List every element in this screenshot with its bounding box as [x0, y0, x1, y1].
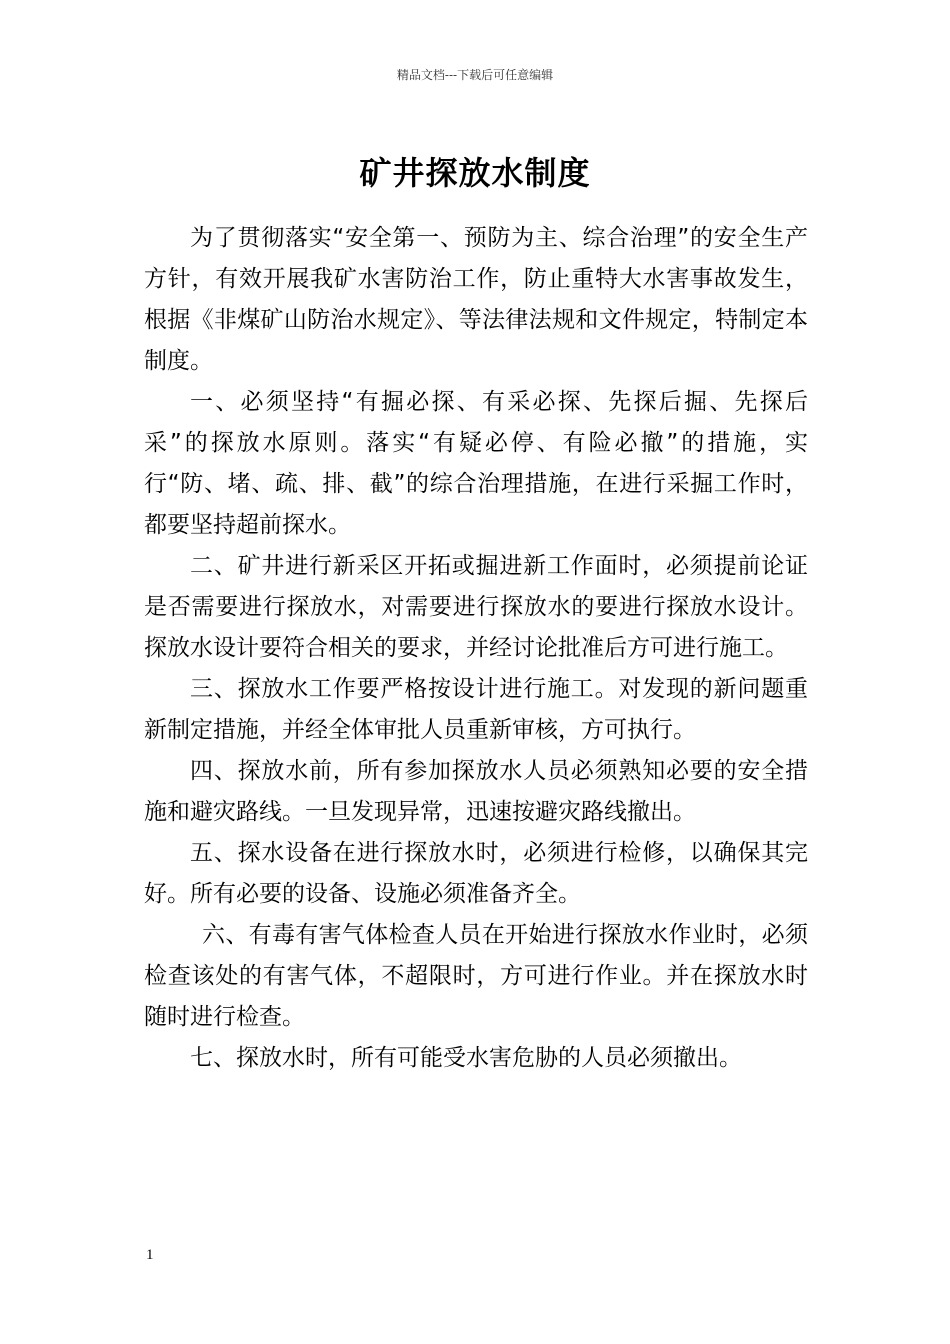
- document-body: [144, 218, 808, 1079]
- header-note: 精品文档---下载后可任意编辑: [396, 68, 554, 82]
- page-number: 1: [146, 1247, 154, 1263]
- paragraph-item-6: 六、有毒有害气体检查人员在开始进行探放水作业时，必须检查该处的有害气体，不超限时，方可进行作业。并在探放水时随时进行检查。: [144, 922, 808, 1030]
- paragraph-intro: 为了贯彻落实“安全第一、预防为主、综合治理”的安全生产方针，有效开展我矿水害防治工作，防止重特大水害事故发生，根据《非煤矿山防治水规定》、等法律法规和文件规定，特制定本制度。: [144, 225, 808, 374]
- paragraph-item-3: 三、探放水工作要严格按设计进行施工。对发现的新问题重新制定措施，并经全体审批人员重新审核，方可执行。: [144, 676, 808, 743]
- paragraph-item-7: 七、探放水时，所有可能受水害危胁的人员必须撤出。: [190, 1045, 742, 1071]
- paragraph-item-1: 一、必须坚持“有掘必探、有采必探、先探后掘、先探后采”的探放水原则。落实“有疑必停、有险必撤”的措施，实行“防、堵、疏、排、截”的综合治理措施，在进行采掘工作时，都要坚持超前探水。: [144, 389, 808, 538]
- paragraph-item-4: 四、探放水前，所有参加探放水人员必须熟知必要的安全措施和避灾路线。一旦发现异常，迅速按避灾路线撤出。: [144, 758, 808, 825]
- paragraph-item-5: 五、探水设备在进行探放水时，必须进行检修，以确保其完好。所有必要的设备、设施必须准备齐全。: [144, 840, 808, 907]
- document-title: 矿井探放水制度: [359, 154, 591, 192]
- paragraph-item-2: 二、矿井进行新采区开拓或掘进新工作面时，必须提前论证是否需要进行探放水，对需要进行探放水的要进行探放水设计。探放水设计要符合相关的要求，并经讨论批准后方可进行施工。: [144, 553, 808, 661]
